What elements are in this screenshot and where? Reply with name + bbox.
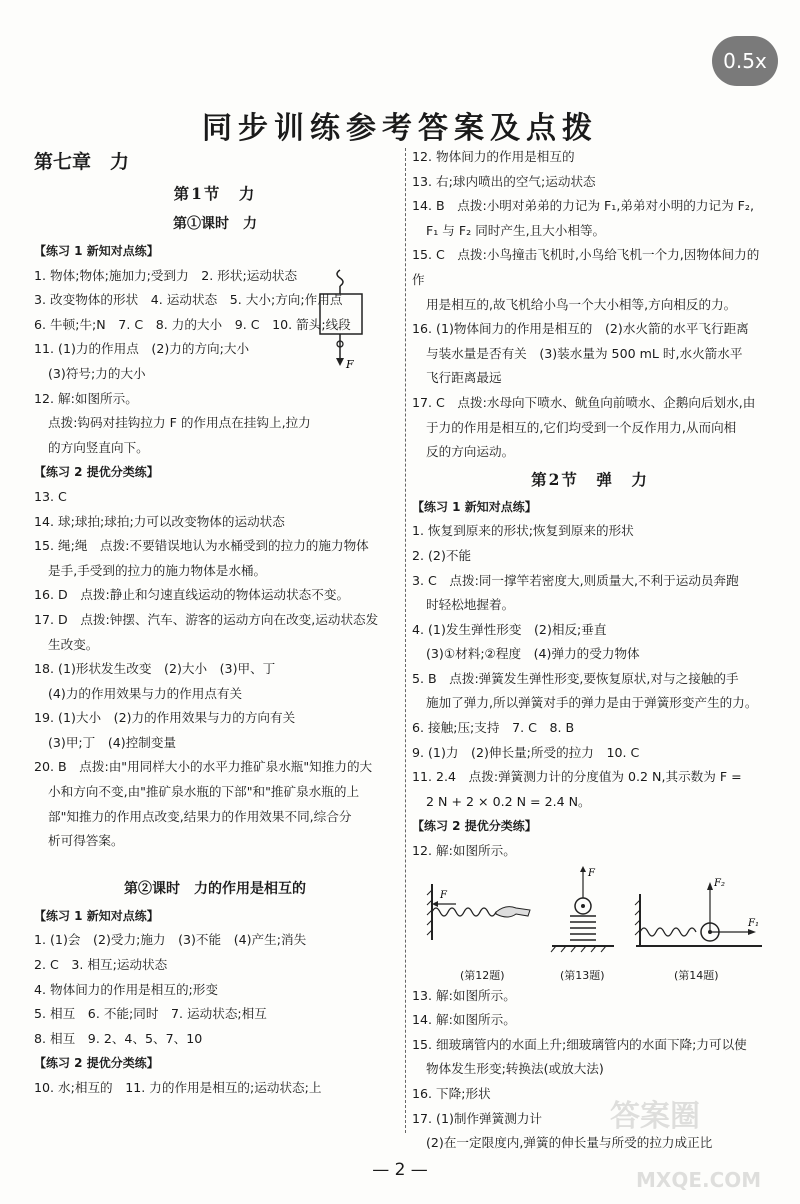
answer-line-continued: 于力的作用是相互的,它们均受到一个反作用力,从而向相 [426,419,737,435]
answer-line-continued: F₁ 与 F₂ 同时产生,且大小相等。 [426,222,606,238]
answer-line: 15. 细玻璃管内的水面上升;细玻璃管内的水面下降;力可以使 [412,1036,747,1052]
figure-14-caption: (第14题) [674,968,719,982]
section-heading: 第2节 弹 力 [531,469,649,489]
figure-12-caption: (第12题) [460,968,505,982]
force-label-F: F [588,867,595,879]
watermark-url: MXQE.COM [636,1168,762,1192]
answer-line: 16. (1)物体间力的作用是相互的 (2)水火箭的水平飞行距离 [412,321,749,337]
answer-line-continued: 时轻松地握着。 [426,597,515,613]
answer-line: 3. 改变物体的形状 4. 运动状态 5. 大小;方向;作用点 [34,292,343,308]
right-column [412,145,768,1156]
figure-12 [426,882,536,951]
answer-line: 12. 解:如图所示。 [34,390,138,406]
answer-line: 1. (1)会 (2)受力;施力 (3)不能 (4)产生;消失 [34,932,307,948]
answer-line: 5. 相互 6. 不能;同时 7. 运动状态;相互 [34,1006,267,1022]
answer-line: 14. 解:如图所示。 [412,1012,516,1028]
figure-13 [548,864,618,963]
answer-line: 5. B 点拨:弹簧发生弹性形变,要恢复原状,对与之接触的手 [412,670,739,686]
answer-line-continued: 的方向竖直向下。 [48,439,149,455]
answer-line-continued: 反的方向运动。 [426,444,515,460]
exercise-heading: 【练习 2 提优分类练】 [34,1056,159,1071]
watermark-logo: 答案圈 [610,1099,700,1134]
answer-line-continued: (3)①材料;②程度 (4)弹力的受力物体 [426,646,640,662]
answer-line-continued: 部"知推力的作用点改变,结果力的作用效果不同,综合分 [48,808,352,824]
answer-line: 1. 物体;物体;施加力;受到力 2. 形状;运动状态 [34,267,298,283]
section-heading: 第1节 力 [173,184,257,203]
figure-13-caption: (第13题) [560,968,605,982]
answer-line: 13. C [34,488,67,504]
answer-line-continued: 用是相互的,故飞机给小鸟一个大小相等,方向相反的力。 [426,296,737,312]
answer-line: 2. (2)不能 [412,547,472,563]
answer-line: 12. 解:如图所示。 [412,843,516,859]
answer-line: 10. 水;相互的 11. 力的作用是相互的;运动状态;上 [34,1080,322,1095]
answer-line: 13. 右;球内喷出的空气;运动状态 [412,173,596,189]
answer-line: 17. D 点拨:钟摆、汽车、游客的运动方向在改变,运动状态发 [34,611,379,627]
spacer [34,854,396,874]
chapter-heading: 第七章 力 [34,151,130,173]
answer-line: 6. 牛顿;牛;N 7. C 8. 力的大小 9. C 10. 箭头;线段 [34,316,351,332]
answer-line: 16. 下降;形状 [412,1086,491,1101]
answer-line: 17. (1)制作弹簧测力计 [412,1110,543,1126]
answer-line: 11. (1)力的作用点 (2)力的方向;大小 [34,341,250,357]
lesson-heading: 第②课时 力的作用是相互的 [124,880,306,897]
answer-line-continued: 施加了弹力,所以弹簧对手的弹力是由于弹簧形变产生的力。 [426,695,758,711]
answer-line-continued: 是手,手受到的拉力的施力物体是水桶。 [48,562,267,578]
force-label-F1: F₁ [748,917,759,929]
answer-line-continued: 2 N + 2 × 0.2 N = 2.4 N。 [426,793,591,809]
answer-line: 2. C 3. 相互;运动状态 [34,957,168,973]
figure-14 [634,864,764,963]
answer-line-continued: 析可得答案。 [48,833,124,849]
answer-line: 16. D 点拨:静止和匀速直线运动的物体运动状态不变。 [34,587,350,603]
answer-line-continued: (3)符号;力的大小 [48,365,146,381]
hook-weight-figure [312,268,372,382]
answer-line: 9. (1)力 (2)伸长量;所受的拉力 10. C [412,744,640,760]
answer-line: 11. 2.4 点拨:弹簧测力计的分度值为 0.2 N,其示数为 F = [412,769,742,785]
force-label-F2: F₂ [714,877,725,889]
answer-line: 17. C 点拨:水母向下喷水、鱿鱼向前喷水、企鹅向后划水,由 [412,394,756,410]
answer-line-continued: (3)甲;丁 (4)控制变量 [48,734,177,750]
answer-line: 12. 物体间力的作用是相互的 [412,149,575,164]
answer-line: 4. 物体间力的作用是相互的;形变 [34,981,218,997]
answer-line-continued: 与装水量是否有关 (3)装水量为 500 mL 时,水火箭水平 [426,345,743,361]
column-divider [405,148,406,1133]
answer-line-continued: (2)在一定限度内,弹簧的伸长量与所受的拉力成正比 [426,1135,713,1151]
answer-line: 8. 相互 9. 2、4、5、7、10 [34,1030,203,1046]
answer-line: 18. (1)形状发生改变 (2)大小 (3)甲、丁 [34,661,276,677]
answer-line: 19. (1)大小 (2)力的作用效果与力的方向有关 [34,710,296,726]
page-title: 同步训练参考答案及点拨 [202,111,598,146]
exercise-heading: 【练习 2 提优分类练】 [34,465,159,480]
answer-line: 1. 恢复到原来的形状;恢复到原来的形状 [412,523,634,539]
answer-line: 14. 球;球拍;球拍;力可以改变物体的运动状态 [34,513,285,529]
answer-line-continued: 生改变。 [48,636,99,652]
answer-line-continued: 点拨:钩码对挂钩拉力 F 的作用点在挂钩上,拉力 [48,415,311,431]
answer-line: 14. B 点拨:小明对弟弟的力记为 F₁,弟弟对小明的力记为 F₂, [412,198,754,214]
spring-figures [412,864,768,984]
answer-line: 4. (1)发生弹性形变 (2)相反;垂直 [412,621,607,637]
answer-line: 15. C 点拨:小鸟撞击飞机时,小鸟给飞机一个力,因物体间力的作 [412,247,760,287]
force-label-F: F [346,358,354,371]
answer-line: 6. 接触;压;支持 7. C 8. B [412,720,575,736]
answer-line: 20. B 点拨:由"用同样大小的水平力推矿泉水瓶"知推力的大 [34,759,373,775]
answer-line-continued: 小和方向不变,由"推矿泉水瓶的下部"和"推矿泉水瓶的上 [48,784,360,800]
answer-line-continued: 飞行距离最远 [426,370,502,386]
answer-line-continued: 物体发生形变;转换法(或放大法) [426,1061,604,1077]
exercise-heading: 【练习 1 新知对点练】 [412,499,537,514]
answer-line: 13. 解:如图所示。 [412,987,516,1003]
answer-line: 15. 绳;绳 点拨:不要错误地认为水桶受到的拉力的施力物体 [34,538,369,554]
answer-line-continued: (4)力的作用效果与力的作用点有关 [48,685,243,701]
zoom-level-badge[interactable]: 0.5x [712,36,778,86]
lesson-heading: 第①课时 力 [173,216,257,232]
force-label-F: F [440,889,447,901]
exercise-heading: 【练习 1 新知对点练】 [34,244,159,258]
exercise-heading: 【练习 2 提优分类练】 [412,819,537,834]
page-number: — 2 — [372,1160,428,1180]
answer-line: 3. C 点拨:同一撑竿若密度大,则质量大,不利于运动员奔跑 [412,572,739,588]
exercise-heading: 【练习 1 新知对点练】 [34,908,159,923]
